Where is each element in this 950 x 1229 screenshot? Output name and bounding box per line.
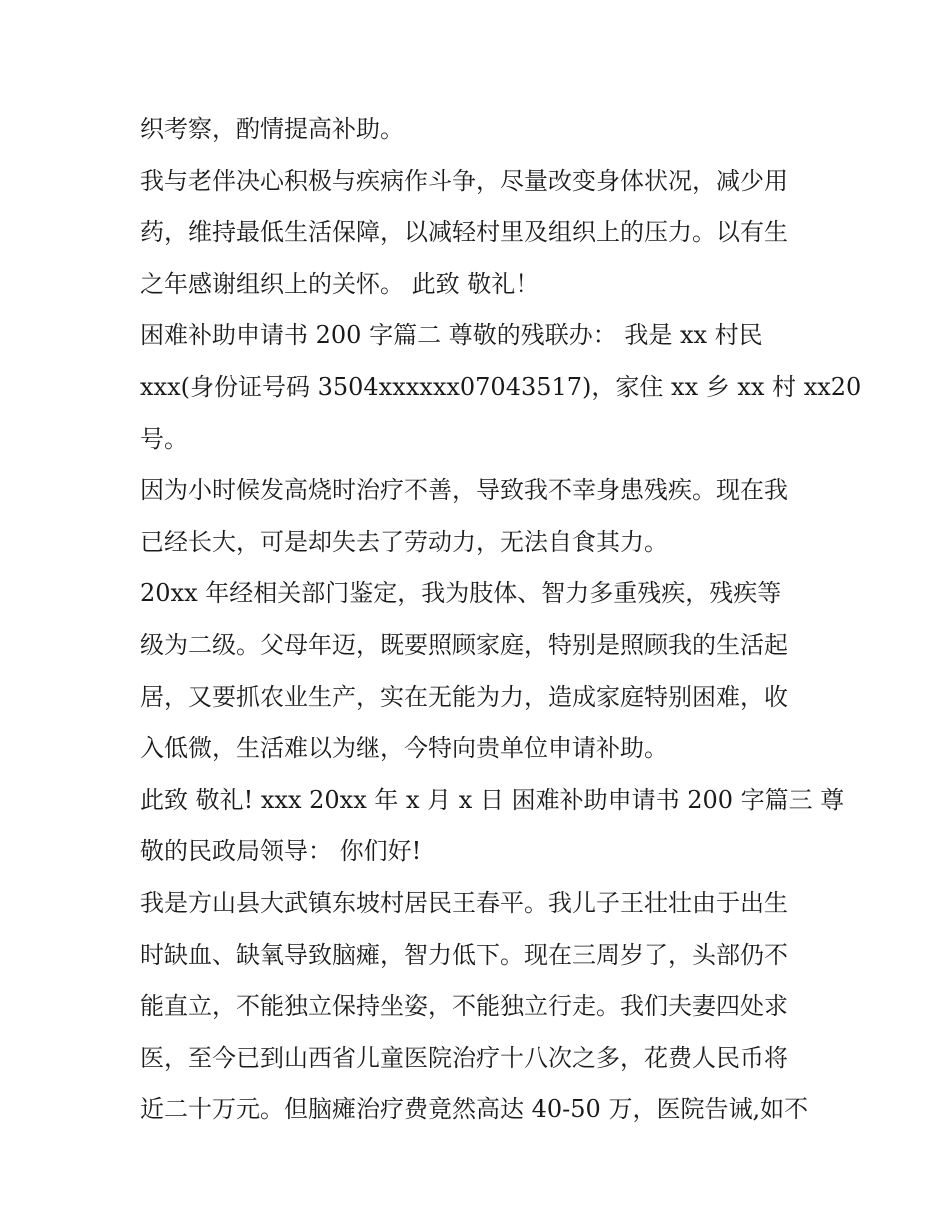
- text-line: 已经长大，可是却失去了劳动力，无法自食其力。: [140, 527, 668, 556]
- text-line: 敬的民政局领导： 你们好!: [140, 837, 422, 866]
- text-line: 入低微，生活难以为继，今特向贵单位申请补助。: [140, 734, 668, 763]
- text-line: 药，维持最低生活保障，以减轻村里及组织上的压力。以有生: [140, 218, 788, 247]
- text-line: 时缺血、缺氧导致脑瘫，智力低下。现在三周岁了，头部仍不: [140, 940, 788, 969]
- text-line: 号。: [140, 424, 188, 453]
- text-line: 级为二级。父母年迈，既要照顾家庭，特别是照顾我的生活起: [140, 630, 788, 659]
- text-line: 能直立，不能独立保持坐姿，不能独立行走。我们夫妻四处求: [140, 992, 788, 1021]
- text-line: 近二十万元。但脑瘫治疗费竟然高达 40-50 万，医院告诫,如不: [140, 1095, 809, 1124]
- text-line: 居，又要抓农业生产，实在无能为力，造成家庭特别困难，收: [140, 682, 788, 711]
- text-line: 因为小时候发高烧时治疗不善，导致我不幸身患残疾。现在我: [140, 476, 788, 505]
- text-line: 困难补助申请书 200 字篇二 尊敬的残联办： 我是 xx 村民: [140, 321, 763, 350]
- text-line: 之年感谢组织上的关怀。 此致 敬礼！: [140, 269, 540, 298]
- text-line: xxx(身份证号码 3504xxxxxx07043517)，家住 xx 乡 xx 村 xx20: [140, 372, 862, 401]
- text-line: 医，至今已到山西省儿童医院治疗十八次之多，花费人民币将: [140, 1043, 788, 1072]
- text-line: 此致 敬礼! xxx 20xx 年 x 月 x 日 困难补助申请书 200 字篇三 尊: [140, 785, 845, 814]
- text-line: 织考察，酌情提高补助。: [140, 115, 404, 143]
- text-line: 我是方山县大武镇东坡村居民王春平。我儿子王壮壮由于出生: [140, 888, 788, 917]
- text-line: 我与老伴决心积极与疾病作斗争，尽量改变身体状况，减少用: [140, 166, 788, 195]
- text-line: 20xx 年经相关部门鉴定，我为肢体、智力多重残疾，残疾等: [140, 579, 782, 608]
- document-body: [140, 104, 862, 1136]
